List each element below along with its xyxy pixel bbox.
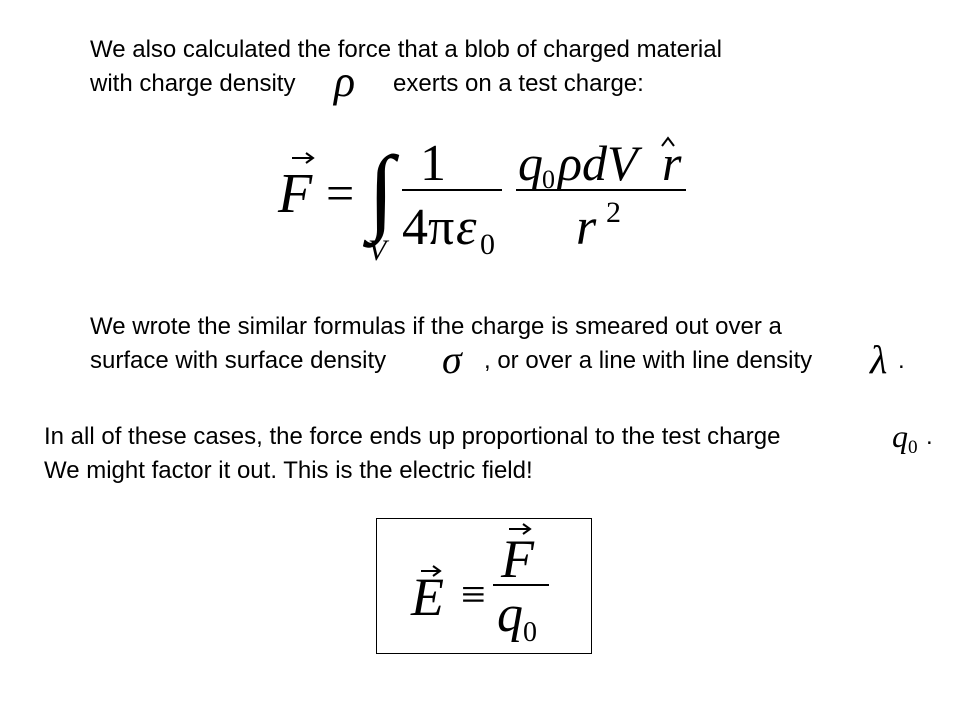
four-pi: 4π xyxy=(402,199,455,256)
r-hat: r xyxy=(662,135,682,191)
denominator-exponent: 2 xyxy=(606,196,621,229)
para2-line2-end: . xyxy=(898,347,905,374)
rho-dv: ρdV xyxy=(558,135,638,191)
equals-sign: = xyxy=(326,165,355,221)
lambda-symbol: λ xyxy=(870,337,888,382)
para1-line1: We also calculated the force that a blob of charged material xyxy=(90,36,722,63)
para1-line2-end: exerts on a test charge: xyxy=(393,70,644,97)
integral-sign: ∫ xyxy=(368,136,395,243)
denominator-r: r xyxy=(576,199,597,256)
test-charge-symbol xyxy=(892,420,918,457)
rho-symbol: ρ xyxy=(334,57,356,106)
equiv-sign: ≡ xyxy=(461,570,486,619)
para1-line2-start: with charge density xyxy=(90,70,296,97)
force-symbol: F xyxy=(278,163,313,225)
para3-line2: We might factor it out. This is the electric field! xyxy=(44,457,533,484)
fraction-charge-subscript: 0 xyxy=(523,617,537,648)
charge-q-subscript: 0 xyxy=(542,165,555,194)
sigma-symbol: σ xyxy=(442,337,462,382)
para2-line2-start: surface with surface density xyxy=(90,347,387,374)
force-equation xyxy=(270,130,730,270)
fraction-force: F xyxy=(501,529,534,589)
field-equation xyxy=(377,519,591,653)
epsilon-symbol: ε xyxy=(456,199,477,256)
numerator-one: 1 xyxy=(420,135,446,192)
para3-line1-end: . xyxy=(926,423,933,450)
test-charge-q: q xyxy=(892,418,908,454)
fraction-charge: q xyxy=(497,586,523,643)
epsilon-subscript: 0 xyxy=(480,228,495,261)
field-symbol: E xyxy=(411,567,444,627)
para2-line1: We wrote the similar formulas if the charge is smeared out over a xyxy=(90,313,782,340)
integral-limit: V xyxy=(368,234,387,267)
para3-line1-start: In all of these cases, the force ends up proportional to the test charge xyxy=(44,423,781,450)
charge-q: q xyxy=(518,135,543,191)
para2-line2-middle: , or over a line with line density xyxy=(484,347,813,374)
test-charge-subscript: 0 xyxy=(908,436,918,458)
field-definition-box xyxy=(376,518,592,654)
